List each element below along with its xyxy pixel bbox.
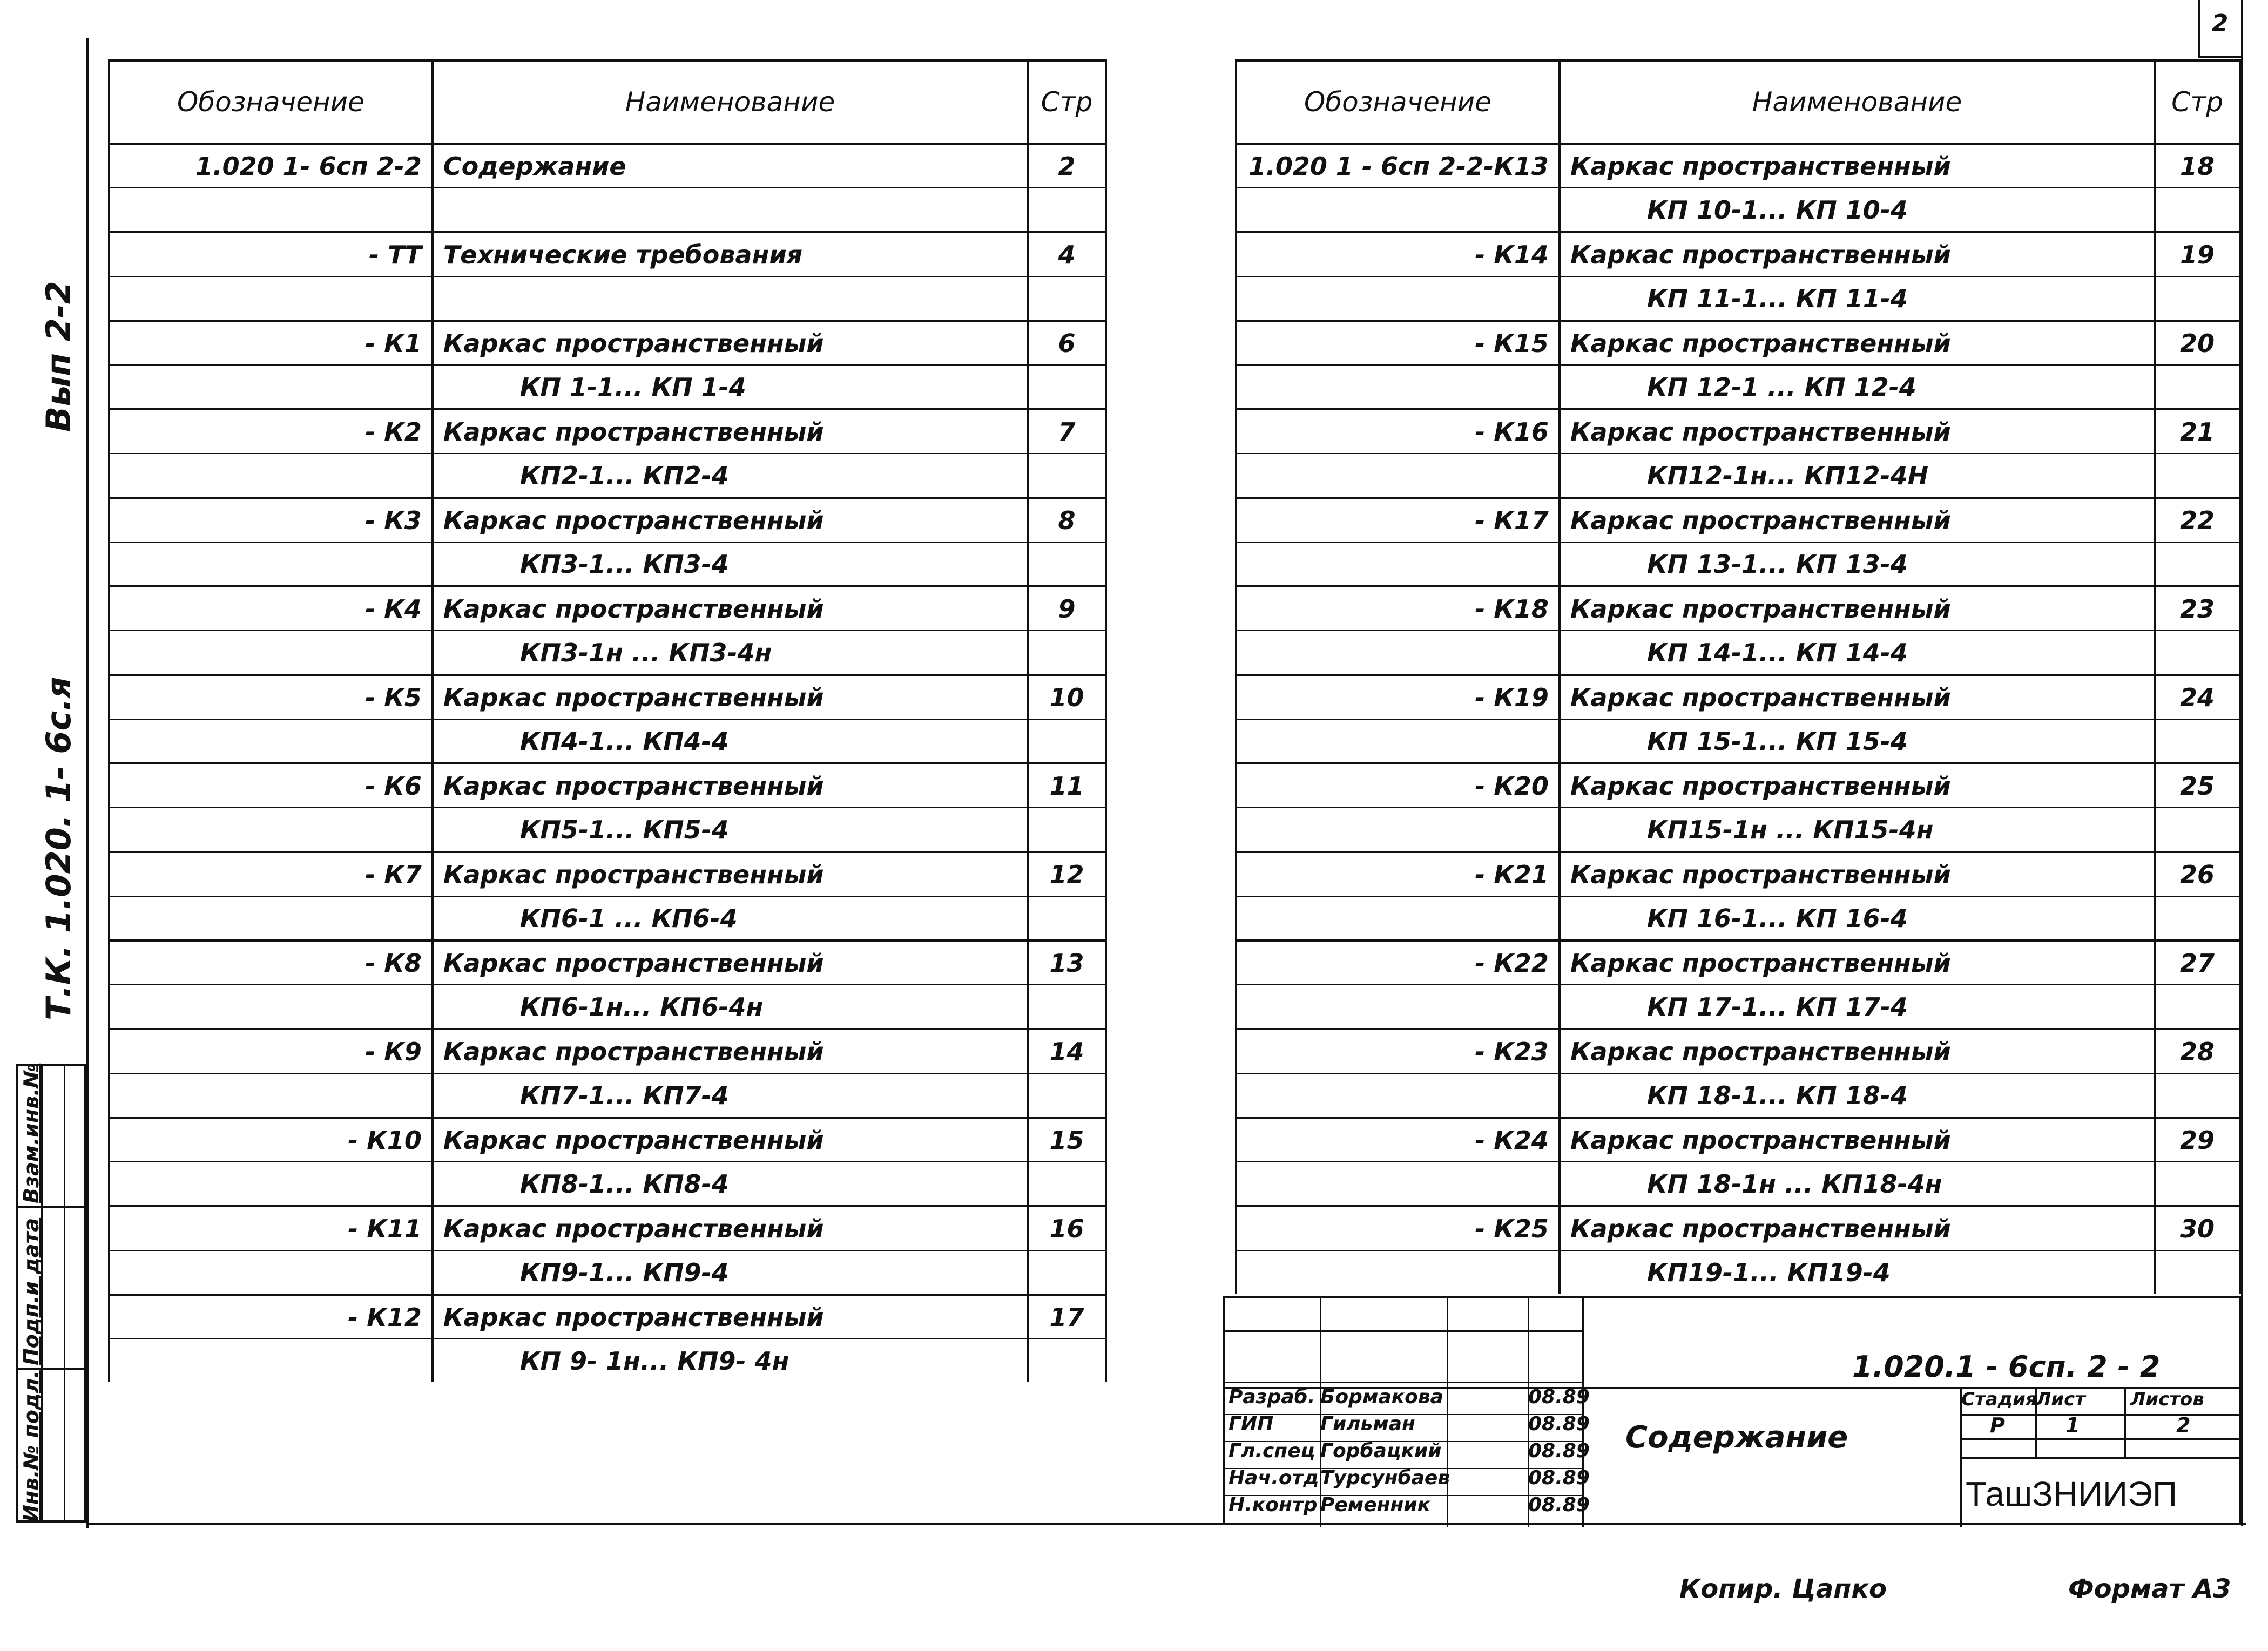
subrow-page-empty	[2155, 365, 2240, 409]
row-name: Каркас пространственный	[1560, 852, 2155, 896]
signature-name: Турсунбаев	[1320, 1467, 1450, 1489]
row-name: Каркас пространственный	[433, 586, 1028, 631]
table-subrow	[1236, 542, 2240, 586]
table-row	[109, 1206, 1106, 1250]
row-name: Каркас пространственный	[433, 763, 1028, 808]
row-name: Содержание	[433, 144, 1028, 188]
subrow-designation-empty	[109, 896, 433, 940]
subrow-name	[433, 188, 1028, 232]
row-designation: - К6	[109, 763, 433, 808]
subrow-name: КП15-1н ... КП15-4н	[1560, 808, 2155, 852]
row-designation: - К12	[109, 1295, 433, 1339]
subrow-designation-empty	[1236, 808, 1560, 852]
subrow-name: КП 16-1... КП 16-4	[1560, 896, 2155, 940]
row-page: 30	[2155, 1206, 2240, 1250]
row-page: 11	[1028, 763, 1106, 808]
table-subrow	[109, 365, 1106, 409]
subrow-name: КП 1-1... КП 1-4	[433, 365, 1028, 409]
stage-header: Стадия	[1961, 1389, 2037, 1410]
row-designation: - К19	[1236, 675, 1560, 719]
table-subrow	[109, 808, 1106, 852]
subrow-designation-empty	[1236, 1162, 1560, 1206]
subrow-designation-empty	[109, 454, 433, 498]
subrow-designation-empty	[109, 365, 433, 409]
subrow-name: КП4-1... КП4-4	[433, 719, 1028, 763]
table-subrow	[109, 1073, 1106, 1118]
subrow-page-empty	[1028, 896, 1106, 940]
subrow-designation-empty	[1236, 188, 1560, 232]
row-designation: - К3	[109, 498, 433, 542]
table-subrow	[1236, 631, 2240, 675]
row-page: 23	[2155, 586, 2240, 631]
frame-left-border	[86, 38, 89, 1528]
table-row	[1236, 940, 2240, 985]
subrow-name: КП2-1... КП2-4	[433, 454, 1028, 498]
table-subrow	[1236, 1250, 2240, 1294]
row-name: Каркас пространственный	[433, 1029, 1028, 1073]
subrow-name: КП6-1н... КП6-4н	[433, 985, 1028, 1029]
sheets-value: 2	[2176, 1413, 2191, 1437]
subrow-page-empty	[1028, 542, 1106, 586]
subrow-page-empty	[2155, 542, 2240, 586]
subrow-name: КП19-1... КП19-4	[1560, 1250, 2155, 1294]
side-stamp: Инв.№ подл. Подп.и дата Взам.инв.№	[16, 1064, 86, 1523]
row-page: 9	[1028, 586, 1106, 631]
doc-code-vertical: Т.К. 1.020. 1- 6с.я	[39, 676, 78, 1020]
subrow-name: КП 9- 1н... КП9- 4н	[433, 1339, 1028, 1382]
row-name: Каркас пространственный	[1560, 1206, 2155, 1250]
row-designation: - К15	[1236, 321, 1560, 365]
row-page: 14	[1028, 1029, 1106, 1073]
table-row	[109, 409, 1106, 454]
row-name: Каркас пространственный	[433, 321, 1028, 365]
table-row	[1236, 852, 2240, 896]
table-subrow	[109, 1250, 1106, 1295]
subrow-designation-empty	[1236, 365, 1560, 409]
title-block-doc-code: 1.020.1 - 6сп. 2 - 2	[1852, 1350, 2161, 1384]
subrow-name: КП5-1... КП5-4	[433, 808, 1028, 852]
table-row	[109, 586, 1106, 631]
row-name: Каркас пространственный	[433, 498, 1028, 542]
subrow-name: КП 10-1... КП 10-4	[1560, 188, 2155, 232]
row-designation: - К25	[1236, 1206, 1560, 1250]
row-designation: - К11	[109, 1206, 433, 1250]
subrow-designation-empty	[1236, 985, 1560, 1029]
subrow-name: КП 18-1н ... КП18-4н	[1560, 1162, 2155, 1206]
table-row	[1236, 763, 2240, 808]
subrow-designation-empty	[109, 631, 433, 675]
subrow-name: КП 11-1... КП 11-4	[1560, 276, 2155, 321]
subrow-page-empty	[1028, 188, 1106, 232]
table-subrow	[1236, 188, 2240, 232]
table-subrow	[109, 719, 1106, 763]
subrow-designation-empty	[109, 719, 433, 763]
table-subrow	[109, 276, 1106, 321]
table-row	[109, 675, 1106, 719]
subrow-page-empty	[2155, 985, 2240, 1029]
row-page: 16	[1028, 1206, 1106, 1250]
subrow-page-empty	[1028, 1162, 1106, 1206]
subrow-page-empty	[1028, 1250, 1106, 1295]
table-subrow	[1236, 1073, 2240, 1118]
subrow-name: КП7-1... КП7-4	[433, 1073, 1028, 1118]
table-subrow	[109, 188, 1106, 232]
subrow-page-empty	[2155, 631, 2240, 675]
subrow-designation-empty	[1236, 454, 1560, 498]
subrow-page-empty	[1028, 985, 1106, 1029]
row-name: Каркас пространственный	[1560, 144, 2155, 188]
row-designation: - К1	[109, 321, 433, 365]
row-page: 28	[2155, 1029, 2240, 1073]
table-subrow	[109, 631, 1106, 675]
row-name: Каркас пространственный	[1560, 321, 2155, 365]
signature-date: 08.89	[1528, 1494, 1590, 1516]
subrow-name: КП 17-1... КП 17-4	[1560, 985, 2155, 1029]
row-name: Каркас пространственный	[1560, 675, 2155, 719]
row-page: 13	[1028, 940, 1106, 985]
table-subrow	[1236, 1162, 2240, 1206]
subrow-page-empty	[1028, 719, 1106, 763]
subrow-page-empty	[1028, 1073, 1106, 1118]
subrow-designation-empty	[109, 276, 433, 321]
signature-date: 08.89	[1528, 1440, 1590, 1462]
subrow-name: КП3-1... КП3-4	[433, 542, 1028, 586]
subrow-page-empty	[1028, 631, 1106, 675]
header-designation: Обозначение	[109, 60, 433, 144]
table-row	[1236, 1206, 2240, 1250]
subrow-page-empty	[1028, 365, 1106, 409]
table-row	[109, 1029, 1106, 1073]
row-page: 25	[2155, 763, 2240, 808]
signature-role: ГИП	[1228, 1413, 1274, 1435]
row-designation: - К21	[1236, 852, 1560, 896]
row-name: Каркас пространственный	[433, 1206, 1028, 1250]
subrow-designation-empty	[109, 188, 433, 232]
signature-role: Гл.спец	[1228, 1440, 1315, 1462]
row-name: Каркас пространственный	[433, 1118, 1028, 1162]
row-name: Каркас пространственный	[1560, 498, 2155, 542]
row-designation: - К24	[1236, 1118, 1560, 1162]
row-page: 4	[1028, 232, 1106, 276]
table-row	[1236, 232, 2240, 276]
row-designation: - К2	[109, 409, 433, 454]
signature-role: Н.контр	[1228, 1494, 1318, 1516]
subrow-page-empty	[1028, 1339, 1106, 1382]
subrow-name: КП3-1н ... КП3-4н	[433, 631, 1028, 675]
signature-name: Горбацкий	[1320, 1440, 1442, 1462]
table-row	[1236, 498, 2240, 542]
row-page: 20	[2155, 321, 2240, 365]
row-page: 6	[1028, 321, 1106, 365]
subrow-name: КП8-1... КП8-4	[433, 1162, 1028, 1206]
row-designation: - К22	[1236, 940, 1560, 985]
subrow-page-empty	[2155, 808, 2240, 852]
table-row	[1236, 144, 2240, 188]
row-name: Каркас пространственный	[433, 1295, 1028, 1339]
table-row	[109, 144, 1106, 188]
row-designation: - К17	[1236, 498, 1560, 542]
header-name: Наименование	[1560, 60, 2155, 144]
row-designation: 1.020 1 - 6сп 2-2-К13	[1236, 144, 1560, 188]
table-row	[1236, 586, 2240, 631]
row-designation: - К4	[109, 586, 433, 631]
row-designation: - К8	[109, 940, 433, 985]
table-subrow	[109, 542, 1106, 586]
header-page: Стр	[1028, 60, 1106, 144]
subrow-designation-empty	[109, 1162, 433, 1206]
table-subrow	[1236, 985, 2240, 1029]
table-subrow	[109, 454, 1106, 498]
signature-name: Бормакова	[1320, 1386, 1443, 1408]
subrow-designation-empty	[109, 985, 433, 1029]
row-designation: - К10	[109, 1118, 433, 1162]
contents-table-left	[108, 59, 1107, 1382]
subrow-name: КП 12-1 ... КП 12-4	[1560, 365, 2155, 409]
subrow-name: КП 13-1... КП 13-4	[1560, 542, 2155, 586]
row-page: 2	[1028, 144, 1106, 188]
subrow-designation-empty	[109, 1073, 433, 1118]
table-row	[109, 1295, 1106, 1339]
subrow-page-empty	[2155, 454, 2240, 498]
subrow-page-empty	[2155, 1162, 2240, 1206]
subrow-designation-empty	[1236, 896, 1560, 940]
table-row	[1236, 1118, 2240, 1162]
subrow-page-empty	[1028, 454, 1106, 498]
paper-format: Формат А3	[2068, 1574, 2231, 1604]
row-name: Технические требования	[433, 232, 1028, 276]
table-row	[109, 763, 1106, 808]
row-designation: - К20	[1236, 763, 1560, 808]
row-name: Каркас пространственный	[1560, 409, 2155, 454]
row-page: 15	[1028, 1118, 1106, 1162]
row-page: 19	[2155, 232, 2240, 276]
header-page: Стр	[2155, 60, 2240, 144]
row-page: 7	[1028, 409, 1106, 454]
table-subrow	[1236, 719, 2240, 763]
subrow-page-empty	[2155, 276, 2240, 321]
subrow-designation-empty	[1236, 1073, 1560, 1118]
subrow-page-empty	[1028, 808, 1106, 852]
row-designation: - К23	[1236, 1029, 1560, 1073]
contents-table-right	[1235, 59, 2241, 1294]
table-subrow	[1236, 454, 2240, 498]
stage-value: Р	[1990, 1413, 2005, 1437]
subrow-name: КП 14-1... КП 14-4	[1560, 631, 2155, 675]
row-designation: - К14	[1236, 232, 1560, 276]
row-page: 21	[2155, 409, 2240, 454]
row-name: Каркас пространственный	[1560, 1029, 2155, 1073]
table-row	[109, 321, 1106, 365]
subrow-name: КП 18-1... КП 18-4	[1560, 1073, 2155, 1118]
organization-name: ТашЗНИИЭП	[1966, 1474, 2178, 1513]
row-name: Каркас пространственный	[1560, 940, 2155, 985]
subrow-designation-empty	[109, 1339, 433, 1382]
subrow-name: КП6-1 ... КП6-4	[433, 896, 1028, 940]
row-name: Каркас пространственный	[433, 675, 1028, 719]
signature-date: 08.89	[1528, 1386, 1590, 1408]
row-designation: 1.020 1- 6сп 2-2	[109, 144, 433, 188]
row-name: Каркас пространственный	[1560, 1118, 2155, 1162]
series-label: Вып 2-2	[39, 281, 78, 432]
row-designation: - К18	[1236, 586, 1560, 631]
copied-by: Копир. Цапко	[1679, 1574, 1887, 1604]
row-page: 12	[1028, 852, 1106, 896]
sheet-header: Лист	[2036, 1389, 2085, 1410]
subrow-page-empty	[2155, 1073, 2240, 1118]
row-name: Каркас пространственный	[433, 852, 1028, 896]
signature-date: 08.89	[1528, 1467, 1590, 1489]
header-name: Наименование	[433, 60, 1028, 144]
row-name: Каркас пространственный	[1560, 232, 2155, 276]
row-page: 24	[2155, 675, 2240, 719]
row-page: 26	[2155, 852, 2240, 896]
sheet-value: 1	[2066, 1413, 2080, 1437]
subrow-page-empty	[1028, 276, 1106, 321]
row-designation: - К5	[109, 675, 433, 719]
row-page: 10	[1028, 675, 1106, 719]
sheet-number: 2	[2211, 10, 2229, 37]
subrow-designation-empty	[1236, 719, 1560, 763]
sheets-header: Листов	[2130, 1389, 2204, 1410]
table-subrow	[1236, 896, 2240, 940]
row-name: Каркас пространственный	[433, 940, 1028, 985]
table-subrow	[1236, 276, 2240, 321]
signature-role: Нач.отд	[1228, 1467, 1319, 1489]
row-designation: - ТТ	[109, 232, 433, 276]
table-subrow	[109, 985, 1106, 1029]
row-page: 27	[2155, 940, 2240, 985]
table-subrow	[1236, 365, 2240, 409]
table-subrow	[1236, 808, 2240, 852]
frame-right-border	[2241, 0, 2243, 1526]
signature-role: Разраб.	[1228, 1386, 1315, 1408]
table-row	[1236, 321, 2240, 365]
title-block-title: Содержание	[1625, 1420, 1848, 1455]
table-row	[1236, 1029, 2240, 1073]
subrow-name: КП12-1н... КП12-4Н	[1560, 454, 2155, 498]
signature-date: 08.89	[1528, 1413, 1590, 1435]
table-row	[1236, 675, 2240, 719]
table-row	[109, 852, 1106, 896]
subrow-page-empty	[2155, 1250, 2240, 1294]
subrow-name	[433, 276, 1028, 321]
subrow-designation-empty	[109, 808, 433, 852]
subrow-page-empty	[2155, 896, 2240, 940]
row-name: Каркас пространственный	[433, 409, 1028, 454]
signature-name: Ременник	[1320, 1494, 1431, 1516]
row-designation: - К9	[109, 1029, 433, 1073]
row-page: 29	[2155, 1118, 2240, 1162]
subrow-designation-empty	[1236, 631, 1560, 675]
table-row	[109, 498, 1106, 542]
signature-name: Гильман	[1320, 1413, 1415, 1435]
row-name: Каркас пространственный	[1560, 586, 2155, 631]
subrow-name: КП9-1... КП9-4	[433, 1250, 1028, 1295]
table-subrow	[109, 896, 1106, 940]
table-row	[109, 232, 1106, 276]
row-name: Каркас пространственный	[1560, 763, 2155, 808]
table-row	[109, 940, 1106, 985]
table-subrow	[109, 1162, 1106, 1206]
row-page: 8	[1028, 498, 1106, 542]
table-row	[1236, 409, 2240, 454]
subrow-designation-empty	[1236, 542, 1560, 586]
subrow-designation-empty	[1236, 276, 1560, 321]
table-subrow	[109, 1339, 1106, 1382]
row-page: 22	[2155, 498, 2240, 542]
row-page: 18	[2155, 144, 2240, 188]
subrow-name: КП 15-1... КП 15-4	[1560, 719, 2155, 763]
row-designation: - К16	[1236, 409, 1560, 454]
row-designation: - К7	[109, 852, 433, 896]
subrow-designation-empty	[109, 542, 433, 586]
table-row	[109, 1118, 1106, 1162]
subrow-designation-empty	[109, 1250, 433, 1295]
subrow-page-empty	[2155, 188, 2240, 232]
row-page: 17	[1028, 1295, 1106, 1339]
header-designation: Обозначение	[1236, 60, 1560, 144]
subrow-designation-empty	[1236, 1250, 1560, 1294]
subrow-page-empty	[2155, 719, 2240, 763]
